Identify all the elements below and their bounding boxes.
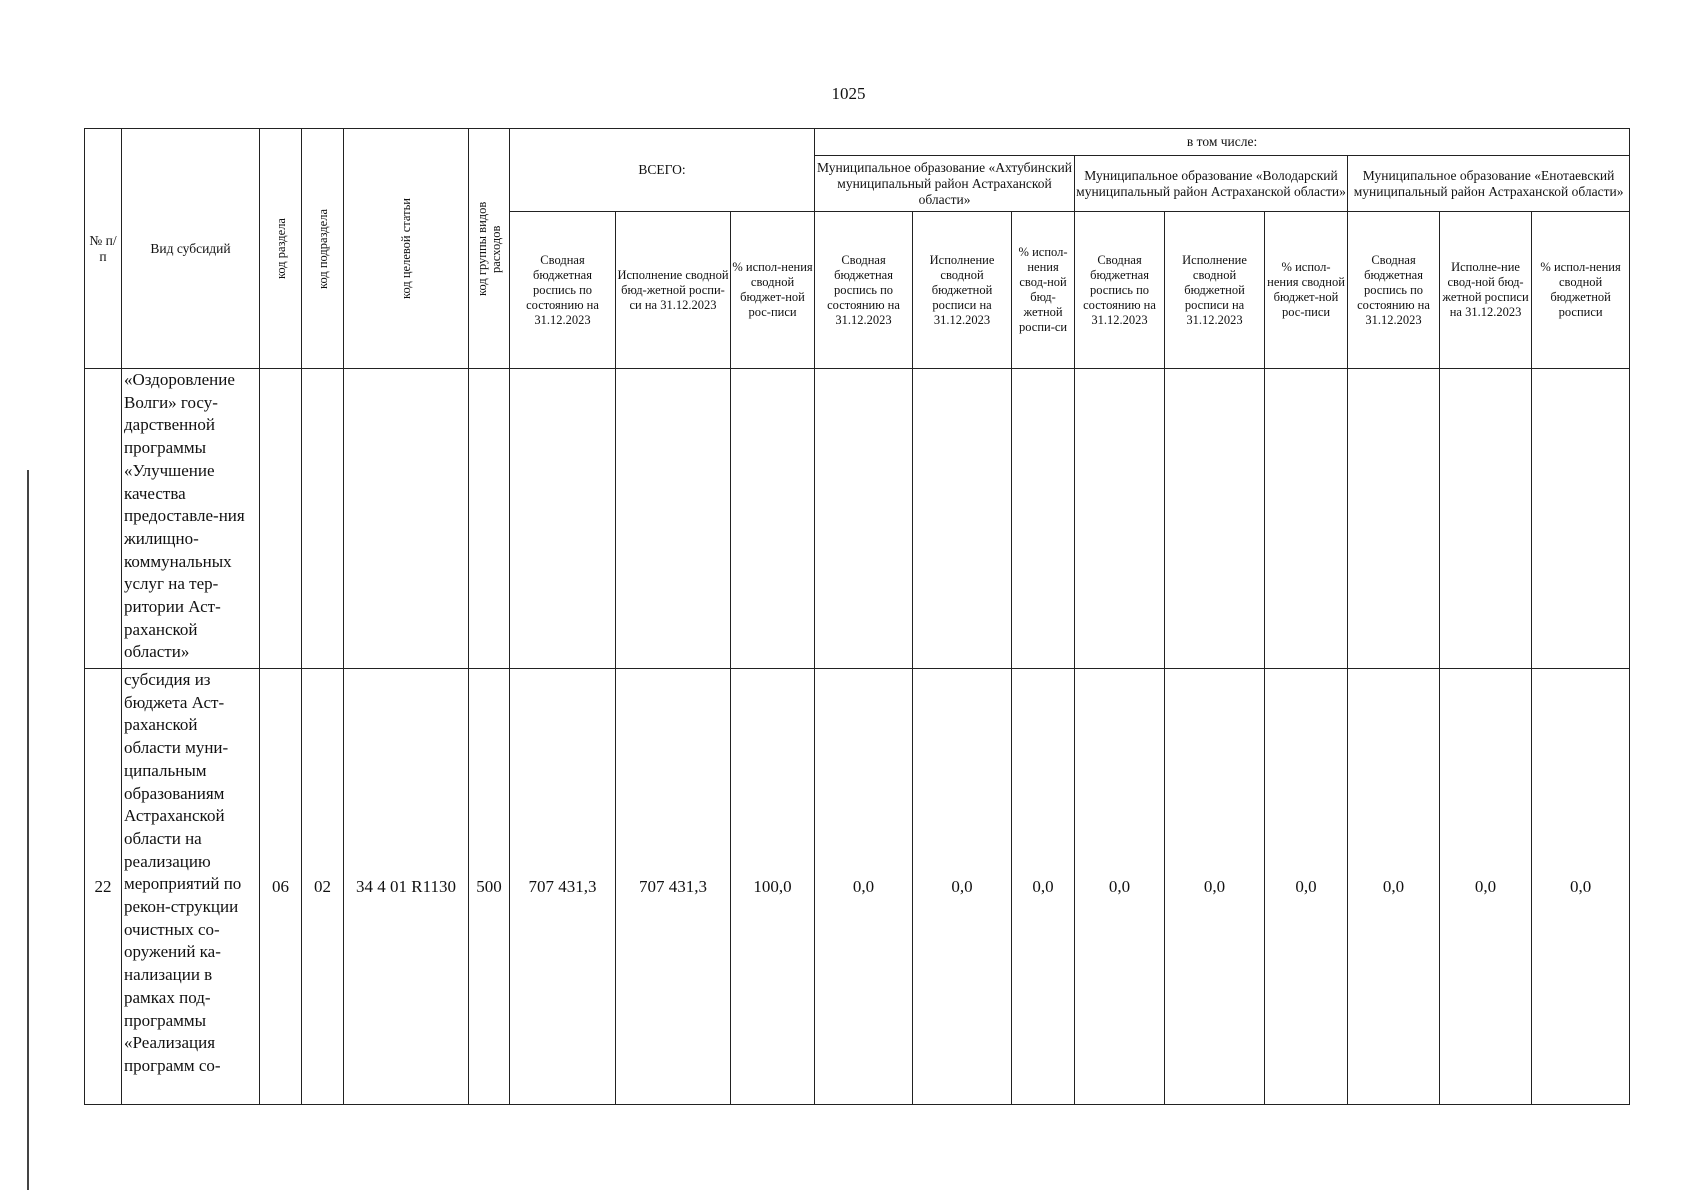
header-num: № п/п <box>85 129 122 369</box>
row-mun2-plan: 0,0 <box>1075 669 1165 1105</box>
row-mun3-plan <box>1348 369 1440 669</box>
row-subsection-code <box>302 369 344 669</box>
row-group-code <box>469 369 510 669</box>
row-mun1-percent <box>1012 369 1075 669</box>
row-mun1-execution: 0,0 <box>913 669 1012 1105</box>
header-target-code: код целевой статьи <box>344 129 469 369</box>
header-municipality-volodarsky: Муниципальное образование «Володарский муниципальный район Астраханской области» <box>1075 156 1348 212</box>
header-mun1-percent: % испол-нения свод-ной бюд-жетной роспи-си <box>1012 212 1075 369</box>
header-expense-group-code: код группы видов расходов <box>469 129 510 369</box>
row-mun3-execution <box>1440 369 1532 669</box>
row-mun2-percent: 0,0 <box>1265 669 1348 1105</box>
row-target-code <box>344 369 469 669</box>
row-mun2-execution <box>1165 369 1265 669</box>
header-mun1-execution: Исполнение сводной бюджетной росписи на 31.12.2023 <box>913 212 1012 369</box>
row-mun2-plan <box>1075 369 1165 669</box>
row-total-plan: 707 431,3 <box>510 669 616 1105</box>
row-total-percent: 100,0 <box>731 669 815 1105</box>
row-group-code: 500 <box>469 669 510 1105</box>
row-total-percent <box>731 369 815 669</box>
row-total-execution: 707 431,3 <box>616 669 731 1105</box>
row-total-plan <box>510 369 616 669</box>
row-target-code: 34 4 01 R1130 <box>344 669 469 1105</box>
subsidy-budget-table <box>84 128 1630 1105</box>
row-description: «Оздоровление Волги» госу-дарственной программы «Улучшение качества предоставле-ния жилищно-коммунальных услуг на тер-ритории Аст-раханской области» <box>122 369 260 669</box>
header-subsidy-type: Вид субсидий <box>122 129 260 369</box>
row-mun3-execution: 0,0 <box>1440 669 1532 1105</box>
header-subsection-code: код подраздела <box>302 129 344 369</box>
row-mun1-plan <box>815 369 913 669</box>
row-total-execution <box>616 369 731 669</box>
row-section-code <box>260 369 302 669</box>
header-total: ВСЕГО: <box>510 129 815 212</box>
row-mun1-plan: 0,0 <box>815 669 913 1105</box>
header-mun3-execution: Исполне-ние свод-ной бюд-жетной росписи на 31.12.2023 <box>1440 212 1532 369</box>
header-total-execution: Исполнение сводной бюд-жетной роспи-си на 31.12.2023 <box>616 212 731 369</box>
row-mun3-plan: 0,0 <box>1348 669 1440 1105</box>
header-mun3-percent: % испол-нения сводной бюджетной росписи <box>1532 212 1630 369</box>
header-municipality-akhtubinsky: Муниципальное образование «Ахтубинский муниципальный район Астраханской области» <box>815 156 1075 212</box>
table-row <box>85 669 1630 1105</box>
row-mun1-execution <box>913 369 1012 669</box>
row-description: субсидия из бюджета Аст-раханской области муни-ципальным образованиям Астраханской области на реализацию мероприятий по рекон-струкции очистных со-оружений ка-нализации в рамках под-программы «Реализация программ со- <box>122 669 260 1105</box>
row-mun1-percent: 0,0 <box>1012 669 1075 1105</box>
header-including: в том числе: <box>815 129 1630 156</box>
row-mun3-percent: 0,0 <box>1532 669 1630 1105</box>
header-total-plan: Сводная бюджетная роспись по состоянию на 31.12.2023 <box>510 212 616 369</box>
header-total-percent: % испол-нения сводной бюджет-ной рос-писи <box>731 212 815 369</box>
row-section-code: 06 <box>260 669 302 1105</box>
table-row <box>85 369 1630 669</box>
row-subsection-code: 02 <box>302 669 344 1105</box>
header-mun2-plan: Сводная бюджетная роспись по состоянию на 31.12.2023 <box>1075 212 1165 369</box>
row-num <box>85 369 122 669</box>
row-mun3-percent <box>1532 369 1630 669</box>
header-municipality-enotaevsky: Муниципальное образование «Енотаевский муниципальный район Астраханской области» <box>1348 156 1630 212</box>
header-mun2-percent: % испол-нения сводной бюджет-ной рос-писи <box>1265 212 1348 369</box>
header-mun3-plan: Сводная бюджетная роспись по состоянию на 31.12.2023 <box>1348 212 1440 369</box>
header-mun2-execution: Исполнение сводной бюджетной росписи на 31.12.2023 <box>1165 212 1265 369</box>
left-margin-line <box>27 470 29 1190</box>
row-mun2-execution: 0,0 <box>1165 669 1265 1105</box>
page-number: 1025 <box>831 84 866 103</box>
header-mun1-plan: Сводная бюджетная роспись по состоянию на 31.12.2023 <box>815 212 913 369</box>
header-section-code: код раздела <box>260 129 302 369</box>
row-mun2-percent <box>1265 369 1348 669</box>
header-row-1 <box>85 129 1630 156</box>
row-num: 22 <box>85 669 122 1105</box>
